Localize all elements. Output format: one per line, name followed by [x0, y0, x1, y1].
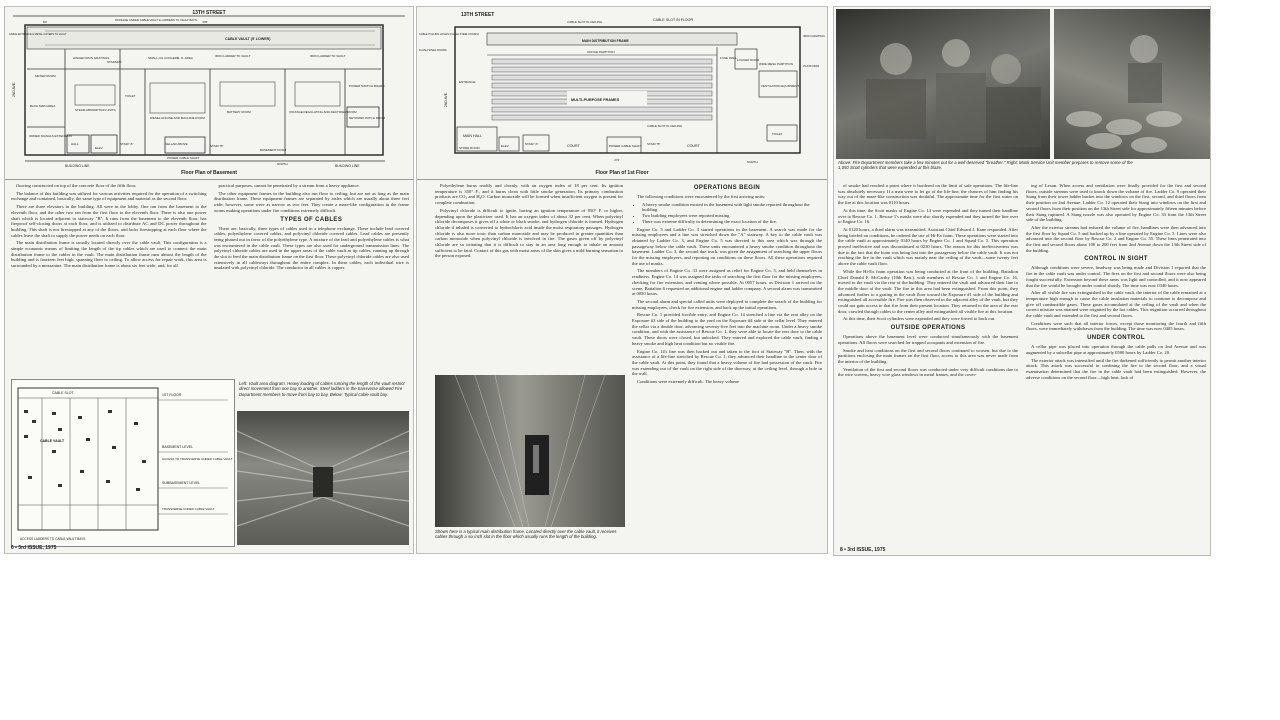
north-label: NORTH [747, 160, 758, 164]
room-label: STAIR "B" [210, 144, 224, 148]
avenue-label: 2ND AVE. [12, 81, 16, 97]
room-label: ENTRANCE [459, 80, 476, 84]
vault-bay-photo [237, 411, 409, 545]
room-label: TOILET [772, 132, 783, 136]
diagram-label: CABLE SLOT [52, 391, 74, 395]
section-heading: OPERATIONS BEGIN [693, 185, 761, 191]
room-label: STAIR "B" [647, 142, 661, 146]
paragraph: Polyethylene burns readily and cleanly, with an oxygen index of 18 per cent. Its ignition temperature is 350° F., and it burns clean with little smoke generation. Its primary combustion products are CO₂ and H₂O. Carbon monoxide will be formed when insufficient oxygen is present for complete combustion. [435, 183, 623, 206]
room-label: HINGED IRON GRATINGS [73, 56, 110, 60]
vault-bay-image [237, 411, 409, 545]
paragraph: The exterior attack was intensified until the fire darkened sufficiently to permit another interior attack. This attack was successful in confining the fire to the second floor, and a visual examination determined that the fire in the cable vault had been extinguished. However, the adverse conditions on the second floor—high heat, lack of [1026, 357, 1206, 380]
room-label: BASEMENT DOOR [260, 148, 287, 152]
scott-cylinders-photo [1054, 9, 1210, 159]
paragraph: ing of Lexan. When access and ventilation were finally provided for the first and second floors, outside streams were used to knock down the volume of fire. Ladder Co. 9 operated their Stang from their tower ladder bucket into the windows on the first, second, and third floors from their position on 2nd Avenue. Ladder Co. 12 operated their Stang into windows on the first and second floors from their position on the 13th Street side for approximately fifteen minutes before their Stang ruptured. A Stang nozzle was also operated by Engine Co. 33 from the 13th Street side of the building. [1026, 183, 1206, 223]
room-label: STAIR "A" [525, 142, 539, 146]
section-heading: CONTROL IN SIGHT [1084, 256, 1148, 263]
room-label: LOCKED DOOR [737, 58, 760, 62]
plan-caption: Floor Plan of Basement [181, 170, 237, 176]
paragraph: At 0120 hours, a third alarm was transmitted. Assistant Chief Edward J. Kane responded. After being briefed on conditions, he ordered the use of Hi-Ex foam. These operations were started into the cable vault at approximately 0140 hours by Engine Co. 1 and Squad Co. 5. This operation proved ineffective and was discontinued at 0230 hours. The reason for this ineffectiveness was due to the fact that the foam was being lost into the passageway below the cable vault. It was not reaching the fire in the vault which was mainly near the ceiling of the vault—some twenty feet above the cable vault floor. [838, 226, 1018, 267]
paragraph: Polyvinyl chloride is difficult to ignite, having an ignition temperature of 850° F. or higher, depending upon the plasticizer used. It has an oxygen index of about 32 per cent. When polyvinyl chloride decomposes it gives off a white or black smoke, and hydrogen chloride is formed. Hydrogen chloride if inhaled is converted to hydrochloric acid inside the moist respiratory passages. Hydrogen chloride is also more toxic than carbon monoxide and may be produced in greater quantities than carbon monoxide when polyvinyl chloride is involved in fire. The gases given off by polyvinyl chloride are so irritating that it is difficult to stay in an area long enough to inhale an amount sufficient to be fatal. Contact of this gas with moist areas of the skin gives a mild burning sensation to the person exposed. [435, 207, 623, 259]
paragraph: The second alarm and special called units were deployed to complete the search of the building for missing employees, check for fire extension, and back up the initial operations. [632, 298, 822, 310]
paragraph: Ventilation of the first and second floors was conducted under very difficult conditions due to the wire screens, heavy wire glass windows in metal frames, and the cover- [838, 366, 1018, 378]
room-label: NETWORK PATCH ROOM [349, 116, 386, 120]
paragraph: Operations above the basement level were conducted simultaneously with the basement operations. All floors were searched for trapped occupants and extension of fire. [838, 334, 1018, 345]
mdf-image [435, 375, 625, 527]
diagram-label: 1ST FLOOR [162, 393, 182, 397]
list-item: • A heavy smoke condition existed in the basement with light smoke reported throughout the building. [642, 202, 822, 213]
room-label: STAIRWAY [107, 60, 123, 64]
paragraph: While the Hi-Ex foam operation was being conducted at the front of the building, Battalion Chief Donald F. McCarthy (10th Batt.), with members of Rescue Co. 1 and Engine Co. 16, moved to the vault via the rear of the building. They entered the vault and advanced their line to the middle door of the vault. The fire in this area had been extinguished. From this point, they advanced further to a grating in the vault floor toward the Exposure #1 side of the building and extinguished all accessible fire. Fire was then observed in the adjacent alley of the vault, but they could not gain access to that fire from their present location. They returned to the area of the rear door, crawled through cables to the center alley and extinguished all visible fire at this location. [838, 268, 1018, 314]
room-label: ELEV. [95, 146, 104, 150]
room-label: PLATFORM [803, 64, 820, 68]
paragraph: The other equipment frames in the building also run floor to ceiling, but are not as long as the main distribution frame. These equipment frames are separated by aisles which are usually about three feet wide; however, some were as narrow as two feet. They create a maze-like configuration in the frame rooms making operations under fire conditions extremely difficult. [213, 190, 409, 213]
frame-rows [492, 59, 712, 120]
cable-entrance-label: CABLE ENTRANCE & METAL COVERS TO VAULT [9, 33, 67, 36]
page8-col1 [838, 183, 1018, 547]
photo-caption: Above: Fire Department members take a few minutes out for a well deserved "breather." Right: Mask Service Unit member prepares to remove some of the 1,050 Scott cylinders that were expended at this blaze. [838, 160, 1133, 171]
room-label: POWER CABLE SHAFT [167, 156, 200, 160]
vault-diagram-drawing [12, 380, 234, 546]
paragraph: The balance of this building was utilized for various activities required for the operation of a switching exchange and contained, basically, the same type of equipment and material as the second floor. [11, 190, 207, 202]
room-label: COURT [687, 144, 700, 148]
basement-floor-plan [5, 7, 413, 180]
vault-diagram [11, 379, 235, 547]
paragraph: The main distribution frame is usually located directly over the cable vault. This configuration is a simple economic means of limiting the length of the tip cables which are used to connect the main distribution frame to the cables in the vault. The main distribution frame runs almost the length of the building and is fourteen feet high, spanning floor to ceiling. To allow access for repair work, this area is surrounded by a mezzanine. The main distribution frame is about six feet wide, and, for all [11, 240, 207, 269]
room-label: BLDG MAIN AREA [30, 104, 56, 108]
page-8 [833, 6, 1211, 556]
room-label: ORDER SIGNALS EXTENSION [29, 134, 72, 138]
paragraph: Smoke and heat conditions on the first and second floors continued to worsen, but due to the partitions enclosing the main frames on the first floor, access to this area was never made from the interior of the building. [838, 347, 1018, 364]
room-label: POWER CABLE SHAFT [609, 144, 642, 148]
paragraph: Although conditions were severe, headway was being made and Division 1 reported that the fire in the cable vault was under control. The fires on the first and second floors were also being fought successfully. Extension beyond these areas was light and controlled, and it now appeared that the fire would be brought under control shortly. The time was now 0340 hours. [1026, 265, 1206, 288]
paragraph: Conditions were such that all interior forces, except those monitoring the fourth and fifth floors, were immediately withdrawn from the building. The time was now 0405 hours. [1026, 320, 1206, 332]
paragraph: The members of Engine Co. 33 were assigned as relief for Engine Co. 5, and held themselves in readiness. Engine Co. 14 was assigned the tasks of searching the first floor for the missing employees, checking for fire extension, and venting where possible. At 0057 hours, as Division 1 arrived on the scene, Battalion 6 requested an additional engine and ladder company. A second alarm was transmitted at 0050 hours. [632, 268, 822, 297]
firefighters-photo [836, 9, 1050, 159]
paragraph: A cellar pipe was placed into operation through the cable pulls on 2nd Avenue and was augmented by a subcellar pipe at approximately 0500 hours by Ladder Co. 20. [1026, 344, 1206, 355]
dim-bottom: 274' [614, 158, 620, 162]
dim-side: 80' [43, 20, 47, 24]
diagram-label: CABLE VAULT [40, 439, 65, 443]
room-label: FUSE WALL [720, 56, 737, 60]
list-item: • There was extreme difficulty in determining the exact location of the fire. [642, 219, 822, 225]
dim-top: 378' [202, 20, 208, 24]
diagram-label: ACCESS TO TRANSVERSE UNDER CABLE VAULT [162, 457, 233, 461]
room-label: VENTILATION EQUIPMENT [761, 84, 800, 88]
room-label: VOLTAGE REGULATING AND RECTIFIER ROOM [289, 110, 357, 114]
scott-cylinders-image [1054, 9, 1210, 159]
plan-caption: Floor Plan of 1st Floor [595, 170, 649, 176]
room-label: IRON GRATING [803, 34, 825, 38]
section-heading: TYPES OF CABLES [280, 216, 343, 223]
room-label: HALL [71, 142, 79, 146]
room-label: METER ROOM [35, 74, 56, 78]
page-7 [416, 6, 828, 554]
vault-caption: Left: Vault area diagram. Heavy loading of cables running the length of the vault restrict direct movement from one bay to another. Steel ladders in the transverse allowed Fire Department members to move from bay to bay. Below: Typical cable vault bay. [239, 381, 405, 397]
diagram-label: ACCESS LADDERS TO CABLE VAULT BAYS [20, 537, 86, 541]
page6-col1 [11, 183, 207, 377]
room-label: BATTERY ROOM [227, 110, 251, 114]
passage-label: PASSAGE UNDER CABLE VAULT & LADDERS TO VAULT BAYS [115, 18, 197, 22]
street-label: 13TH STREET [461, 12, 495, 18]
room-label: ELEV. [501, 144, 510, 148]
room-label: C. O. AREA [177, 56, 193, 60]
page7-col1 [435, 183, 623, 373]
page-6 [4, 6, 414, 554]
room-label: OFFICE PARTITION [587, 50, 615, 54]
pulling-holes-label: CABLE PULLING HOLES (FLUSH STEEL DOORS) [419, 33, 479, 36]
room-label: STORE ROOM [459, 146, 480, 150]
room-label: POWER SWITCH BOARD [349, 84, 385, 88]
room-label: MAIN HALL [463, 134, 482, 138]
paragraph: There are, basically, three types of cables used in a telephone exchange. These include lead covered cables, polyethylene covered cables, and polyvinyl chloride covered cables. Lead cables are presently being phased out in favor of the polyethylene type. A mixture of the lead and polyethylene cables is what was encountered in the cable vault. These types are also used for underground transmission lines. The polyvinyl chloride cables are used in the upper areas of the cable vault as tip cables, running up through the slot to feed the main distribution frame on the first floor. These polyvinyl chloride cables are also used extensively in all cableways throughout the entire complex. In these cables, each individual wire is insulated with polyvinyl chloride. The conductor in all cables is copper. [213, 225, 409, 271]
room-label: CABLE SLOT IN CEILING [647, 124, 683, 128]
mdf-photo [435, 375, 625, 527]
paragraph: There are three elevators in the building. All were in the lobby. One ran from the basement to the eleventh floor, and the other two ran from the first floor to the eleventh floor. There is also one power shaft which is located adjacent to stairway "B". It runs from the basement to the eleventh floor, has fireproof self-closing doors at each floor, and is utilized to distribute AC and DC power throughout the building. This shaft is not firestopped at any of the floors, and lacks firestopping at each floor where the cables leave the shaft to supply the power needs on each floor. [11, 204, 207, 238]
room-label: TOILET [125, 94, 136, 98]
slot-ceiling-label: CABLE SLOT IN CEILING [567, 20, 603, 24]
paragraph: practical purposes, cannot be penetrated by a stream from a heavy appliance. [218, 183, 360, 188]
paragraph: At this time, their Scott cylinders were expended and they were forced to back out. [843, 316, 996, 322]
paragraph: of smoke had reached a point where it bordered on the limit of safe operations. The life-line was absolutely necessary. If a man were to let go of the life-line, the chances of him finding his way out of the maze-like construction was doubtful. The approximate time for the first water on the fire at this location was 0110 hours. [838, 183, 1018, 206]
page7-col2 [632, 183, 822, 549]
mdf-label: MAIN DISTRIBUTION FRAME [582, 39, 629, 43]
avenue-label: 2ND AVE. [444, 91, 448, 107]
firefighters-image [836, 9, 1050, 159]
paragraph: The following conditions were encountered by the first arriving units: [637, 194, 766, 199]
diagram-label: BASEMENT LEVEL [162, 445, 194, 449]
paragraph: Conditions were extremely difficult. The heavy volume [637, 379, 740, 385]
room-label: STAIR "A" [120, 142, 134, 146]
diagram-label: SUBBASEMENT LEVEL [162, 481, 201, 485]
flush-doors-label: FLUSH STEEL DOORS [419, 49, 447, 52]
paragraph: After all visible fire was extinguished in the cable vault, the interior of the cable remained at a temperature high enough to cause the cable insulation materials to continue to decompose and give off combustible gases. These gases accumulated at the ceiling of the vault and when the correct mixture was attained were reignited by the hot cables. This reignition occurred throughout the cable vault and extended to the first and second floors. [1026, 290, 1206, 319]
first-floor-plan-drawing [417, 7, 827, 169]
section-heading: UNDER CONTROL [1087, 335, 1145, 342]
north-label: NORTH [277, 162, 288, 166]
cable-vault-label: CABLE VAULT (5' LOWER) [225, 37, 271, 41]
slot-floor-label: CABLE SLOT IN FLOOR [653, 18, 694, 22]
paragraph: After the exterior streams had reduced the volume of fire, handlines were then advanced into the first floor by Squad Co. 5 and backed up by a line operated by Engine Co. 5. Lines were also advanced into the second floor by Rescue Co. 2 and Engine Co. 55. These lines penetrated into the first and second floors about 100 to 200 feet from 2nd Avenue down the 13th Street side of the building. [1026, 224, 1206, 253]
room-label: MULTI-PURPOSE FRAMES [571, 98, 620, 102]
diagram-label: TRANSVERSE UNDER CABLE VAULT [162, 507, 215, 511]
paragraph: Rescue Co. 1 provided forcible entry, and Engine Co. 14 stretched a line via the rear alley on the Exposure #3 side of the building to the yard on the Exposure #4 side at the cellar level. They entered the cellar via a double door, advancing seventy-five feet into the machine room. Under a heavy smoke condition, and with the assistance of Rescue Co. 1, they were able to locate the rear door to the cable vault. These doors were closed, but unlocked. They entered and explored the cable vault, finding a heavy smoke and high heat condition but no visible fire. [632, 312, 822, 346]
paragraph: At this time, the Scott masks of Engine Co. 14 were expended and they turned their handline over to Rescue Co. 1. Rescue 1's masks were also shortly expended and they turned the line over to Engine Co. 16. [838, 207, 1018, 225]
page6-col2 [214, 183, 410, 377]
basement-plan-drawing [5, 7, 413, 169]
room-label: IRON LADDER TO VAULT [310, 54, 346, 58]
room-label: DIESEL ENGINE AND MACHINE ROOM [150, 116, 205, 120]
room-label: COURT [567, 144, 580, 148]
paragraph: flooring constructed on top of the concrete floor of the fifth floor. [16, 183, 137, 188]
page-footer: 6 • 3rd ISSUE, 1975 [11, 545, 57, 551]
building-line-left: BUILDING LINE [65, 164, 90, 168]
page-footer: 8 • 3rd ISSUE, 1975 [840, 547, 886, 553]
page6-text-columns [11, 183, 409, 377]
section-heading: OUTSIDE OPERATIONS [890, 325, 966, 332]
paragraph: Engine Co. 5 and Ladder Co. 3 started operations in the basement. A search was made for the missing employees and a line was stretched down the "A" stairway. A key to the cable vault was obtained by Ladder Co. 3, and Engine Co. 5 was directed to this area which was through the passageway below the cable vault. These units encountered a heavy smoke condition throughout the basement. Ladder Co. 3, the second due truck, was given the assignment of searching the upper floors for the missing employees, and reporting on conditions on these floors. All these operations required the use of masks. [632, 226, 822, 266]
building-line-right: BUILDING LINE [335, 164, 360, 168]
room-label: WIRE MESH PARTITION [759, 62, 793, 66]
room-label: CELLAR ABOVE [165, 142, 188, 146]
room-label: IRON LADDER TO VAULT [215, 54, 251, 58]
mdf-caption: Shown here is a typical main distribution frame. Located directly over the cable vault, it receives cables through a six inch slot in the floor which usually runs the length of the building. [435, 529, 617, 540]
street-label: 13TH STREET [192, 10, 226, 16]
page8-col2 [1026, 183, 1206, 547]
first-floor-plan [417, 7, 827, 180]
paragraph: Engine Co. 14's line was then backed out and taken to the foot of Stairway "B". Then, with the assistance of a life-line stretched by Rescue Co. 1, they advanced their handline to the center door of the cable vault. At this point, they found that a heavy volume of fire had possession of the vault. Fire was extending out of the vault on the right side of the doorway, at the ceiling level, through a hole in the wall. [632, 348, 822, 377]
room-label: SMALL OIL COOLERS [148, 56, 179, 60]
list-item: • Two building employees were reported missing. [642, 213, 822, 219]
room-label: STEAM ABSORPTION UNITS [75, 108, 116, 112]
conditions-list [632, 202, 822, 225]
